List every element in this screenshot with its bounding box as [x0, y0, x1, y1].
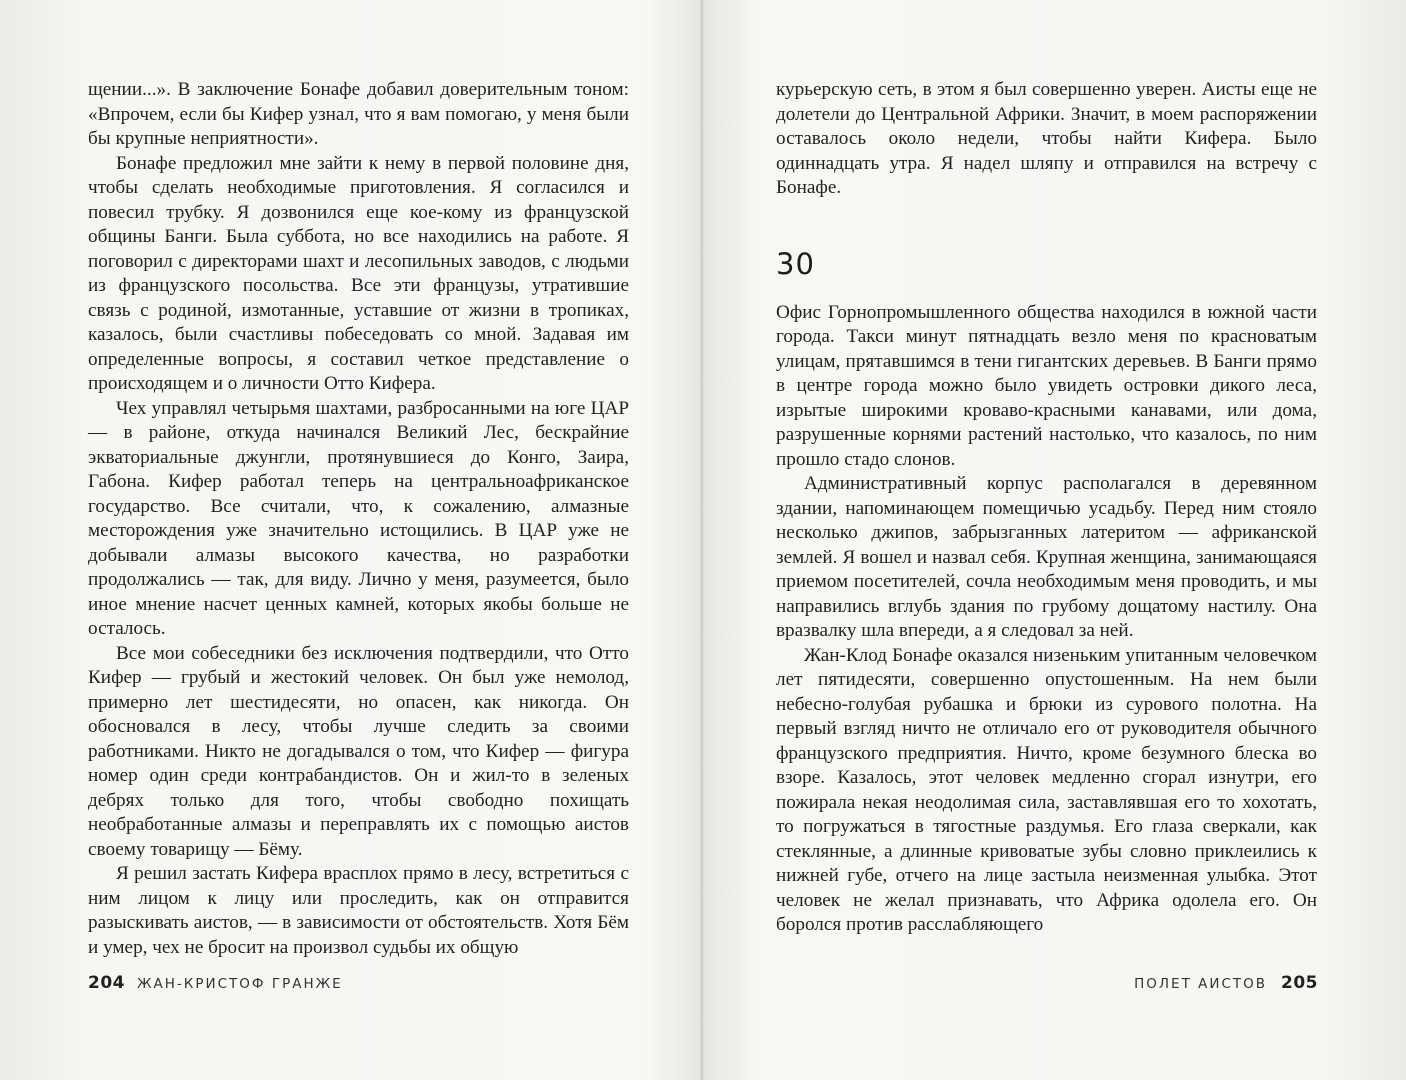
page-number-right: 205: [1281, 973, 1318, 993]
right-paragraph-1: Офис Горнопромышленного общества находился в южной части города. Такси минут пятнадцать везло меня по красноватым улицам, прятавшимся в тени гигантских деревьев. В Банги прямо в центре города можно было увидеть островки дикого леса, изрытые широкими кроваво-красными канавами, или дома, разрушенные корнями растений настолько, что казалось, по ним прошло стадо слонов.: [776, 301, 1317, 470]
left-page-footer: [88, 973, 343, 999]
left-paragraph-5: Я решил застать Кифера врасплох прямо в лесу, встретиться с ним лицом к лицу или проследить, как он отправится разыскивать аистов, — в зависимости от обстоятельств. Хотя Бём и умер, чех не бросит на произвол судьбы их общую: [88, 863, 629, 958]
right-page-footer: [1122, 973, 1318, 999]
left-paragraph-1: щении...». В заключение Бонафе добавил доверительным тоном: «Впрочем, если бы Кифер узнал, что я вам помогаю, у меня были бы крупные неприятности».: [88, 79, 629, 149]
right-continuation-paragraph: курьерскую сеть, в этом я был совершенно уверен. Аисты еще не долетели до Центральной Африки. Значит, в моем распоряжении оставалось около недели, чтобы найти Кифера. Было одиннадцать утра. Я надел шляпу и отправился на встречу с Бонафе.: [776, 79, 1317, 198]
left-paragraph-2: Бонафе предложил мне зайти к нему в первой половине дня, чтобы сделать необходимые приготовления. Я согласился и повесил трубку. Я дозвонился еще кое-кому из французской общины Банги. Была суббота, но все находились на работе. Я поговорил с директорами шахт и лесопильных заводов, с людьми из французского посольства. Все эти французы, утратившие связь с родиной, измотанные, уставшие от жизни в тропиках, казалось, были счастливы побеседовать со мной. Задавая им определенные вопросы, я составил четкое представление о происходящем и о личности Отто Кифера.: [88, 152, 629, 394]
left-paragraph-3: Чех управлял четырьмя шахтами, разбросанными на юге ЦАР — в районе, откуда начинался Великий Лес, бескрайние экваториальные джунгли, протянувшиеся до Конго, Заира, Габона. Кифер работал теперь на центральноафриканское государство. Все считали, что, к сожалению, алмазные месторождения уже значительно истощились. В ЦАР уже не добывали алмазы высокого качества, но разработки продолжались — так, для виду. Лично у меня, разумеется, было иное мнение насчет ценных камней, которых якобы больше не осталось.: [88, 397, 629, 639]
chapter-number: 30: [776, 246, 815, 281]
right-paragraph-3: Жан-Клод Бонафе оказался низеньким упитанным человечком лет пятидесяти, совершенно опустошенным. На нем были небесно-голубая рубашка и брюки из сурового полотна. На первый взгляд ничто не отличало его от руководителя обычного французского предприятия. Ничто, кроме безумного блеска во взоре. Казалось, этот человек медленно сгорал изнутри, его пожирала некая неодолимая сила, заставлявшая его то хохотать, то погружаться в тягостные раздумья. Его глаза сверкали, как стеклянные, а длинные кривоватые зубы словно приклеились к нижней губе, отчего на лице застыла неизменная улыбка. Этот человек не желал признавать, что Африка одолела его. Он боролся против расслабляющего: [776, 644, 1317, 935]
right-paragraph-2: Административный корпус располагался в деревянном здании, напоминающем помещичью усадьбу. Перед ним стояло несколько джипов, забрызганных латеритом — африканской землей. Я вошел и назвал себя. Крупная женщина, занимающаяся приемом посетителей, сочла необходимым меня проводить, и мы направились вглубь здания по грубому дощатому настилу. Она вразвалку шла впереди, а я следовал за ней.: [776, 473, 1317, 641]
running-head-title: ПОЛЕТ АИСТОВ: [1134, 976, 1267, 992]
left-paragraph-4: Все мои собеседники без исключения подтвердили, что Отто Кифер — грубый и жестокий человек. Он был уже немолод, примерно лет шестидесяти, но опасен, как никогда. Он обосновался в лесу, чтобы лучше следить за своими работниками. Никто не догадывался о том, что Кифер — фигура номер один среди контрабандистов. Он и жил-то в зеленых дебрях только для того, чтобы свободно похищать необработанные алмазы и переправлять их с помощью аистов своему товарищу — Бёму.: [88, 642, 629, 860]
book-gutter: [699, 0, 705, 1080]
page-number-left: 204: [88, 973, 125, 993]
right-page: [776, 78, 1317, 938]
left-page: [88, 78, 629, 960]
running-head-author: ЖАН-КРИСТОФ ГРАНЖЕ: [137, 976, 343, 992]
